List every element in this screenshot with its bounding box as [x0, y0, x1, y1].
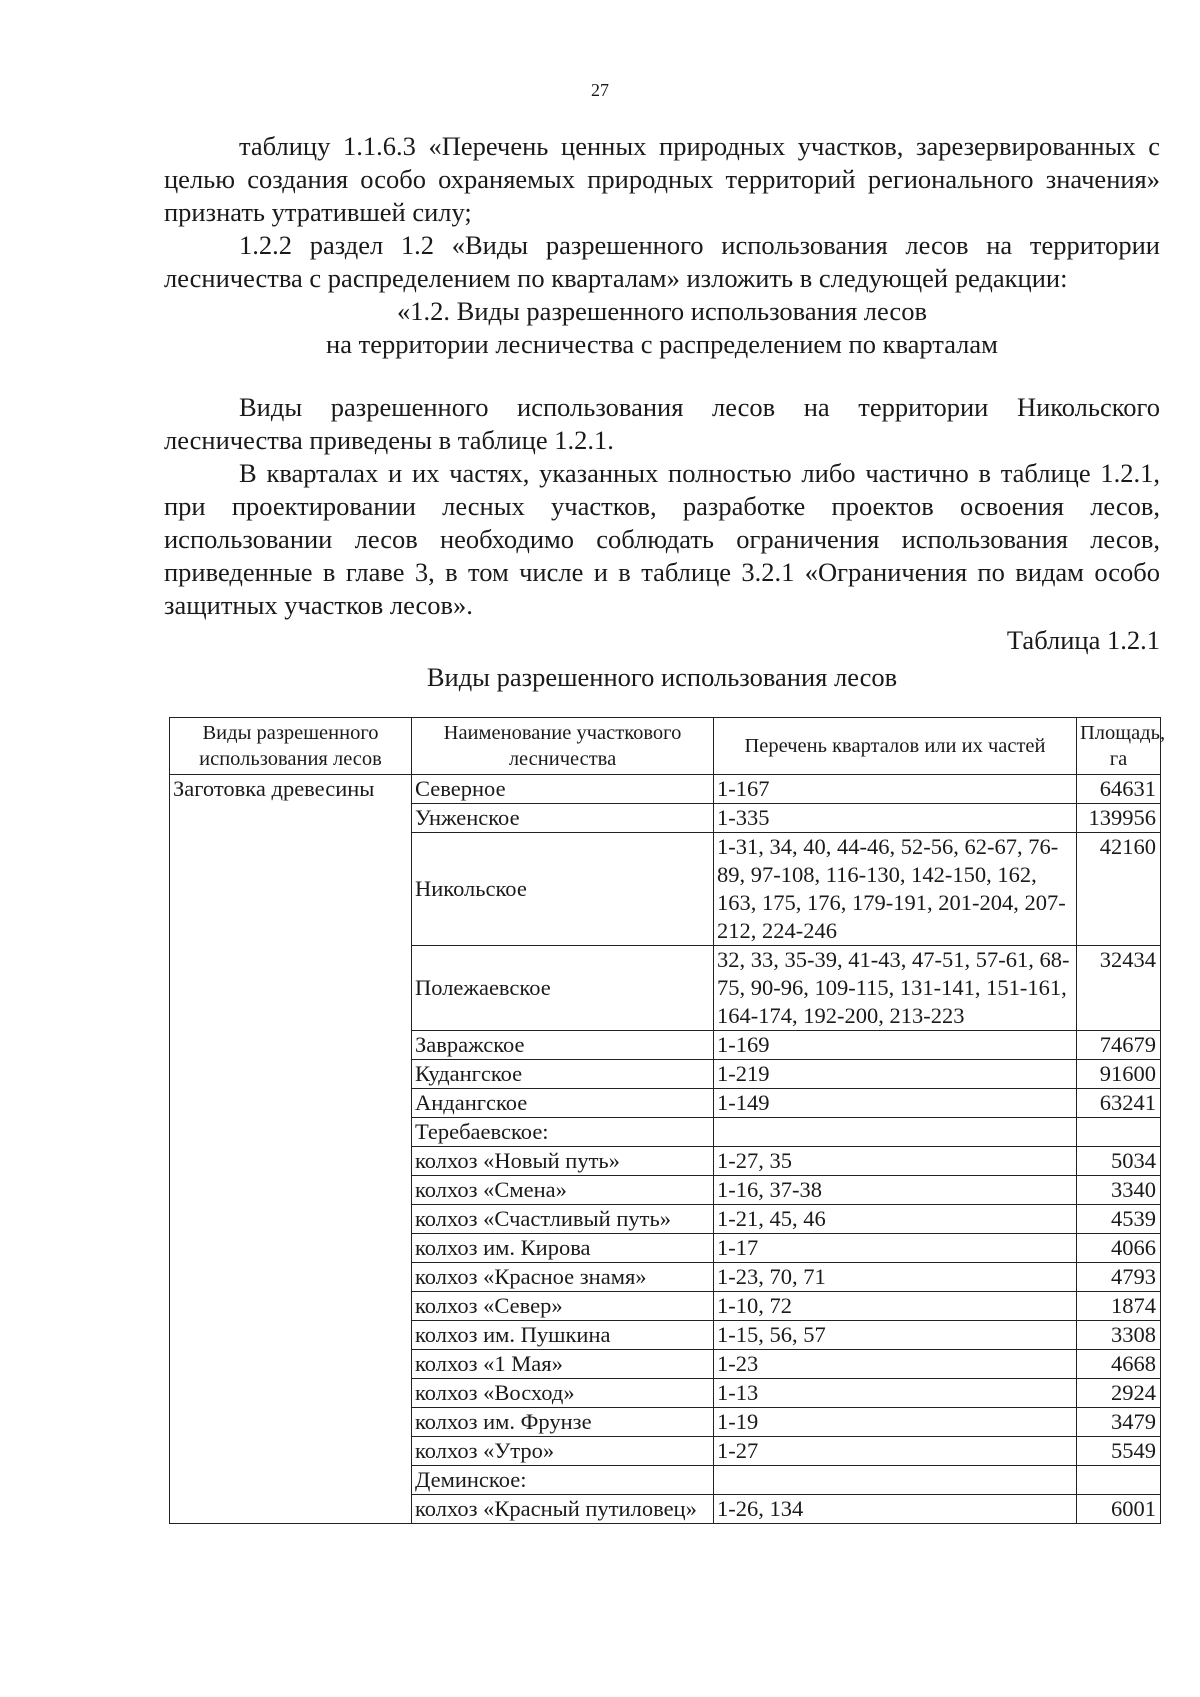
forestry-cell: колхоз «Восход» — [412, 1379, 714, 1408]
forestry-cell: Северное — [412, 775, 714, 804]
area-cell — [1077, 1466, 1161, 1495]
forestry-cell: Завражское — [412, 1031, 714, 1060]
area-cell: 5549 — [1077, 1437, 1161, 1466]
forestry-cell: колхоз «1 Мая» — [412, 1350, 714, 1379]
quarters-cell: 1-219 — [714, 1060, 1077, 1089]
area-cell: 42160 — [1077, 833, 1161, 946]
quarters-cell: 1-19 — [714, 1408, 1077, 1437]
forestry-cell: Теребаевское: — [412, 1118, 714, 1147]
header-area: Площадь, га — [1077, 718, 1161, 775]
area-cell — [1077, 1118, 1161, 1147]
area-cell: 6001 — [1077, 1495, 1161, 1524]
header-quarters: Перечень кварталов или их частей — [714, 718, 1077, 775]
forestry-cell: колхоз «Красное знамя» — [412, 1263, 714, 1292]
forestry-cell: колхоз им. Фрунзе — [412, 1408, 714, 1437]
area-cell: 3308 — [1077, 1321, 1161, 1350]
area-cell: 4793 — [1077, 1263, 1161, 1292]
section-heading-line-2: на территории лесничества с распределением по кварталам — [326, 329, 998, 359]
area-cell: 3479 — [1077, 1408, 1161, 1437]
quarters-cell: 1-23 — [714, 1350, 1077, 1379]
area-cell: 64631 — [1077, 775, 1161, 804]
forestry-cell: колхоз «Север» — [412, 1292, 714, 1321]
paragraph-2: 1.2.2 раздел 1.2 «Виды разрешенного использования лесов на территории лесничества с распределением по кварталам» изложить в следующей редакции: — [164, 230, 1160, 293]
area-cell: 5034 — [1077, 1147, 1161, 1176]
forestry-cell: колхоз «Новый путь» — [412, 1147, 714, 1176]
table-row — [170, 775, 1161, 804]
quarters-cell — [714, 1118, 1077, 1147]
forestry-cell: колхоз им. Кирова — [412, 1234, 714, 1263]
area-cell: 91600 — [1077, 1060, 1161, 1089]
forestry-cell: колхоз «Красный путиловец» — [412, 1495, 714, 1524]
quarters-cell: 1-27, 35 — [714, 1147, 1077, 1176]
quarters-cell: 1-10, 72 — [714, 1292, 1077, 1321]
forestry-cell: Деминское: — [412, 1466, 714, 1495]
area-cell: 74679 — [1077, 1031, 1161, 1060]
quarters-cell: 1-15, 56, 57 — [714, 1321, 1077, 1350]
header-use-type: Виды разрешенного использования лесов — [170, 718, 412, 775]
quarters-cell: 1-169 — [714, 1031, 1077, 1060]
body-text — [164, 130, 1160, 694]
quarters-cell: 1-335 — [714, 804, 1077, 833]
quarters-cell: 1-16, 37-38 — [714, 1176, 1077, 1205]
quarters-cell — [714, 1466, 1077, 1495]
quarters-cell: 1-17 — [714, 1234, 1077, 1263]
quarters-cell: 1-26, 134 — [714, 1495, 1077, 1524]
area-cell: 63241 — [1077, 1089, 1161, 1118]
quarters-cell: 1-23, 70, 71 — [714, 1263, 1077, 1292]
table-title: Виды разрешенного использования лесов — [426, 662, 898, 692]
section-heading-line-1: «1.2. Виды разрешенного использования лесов — [397, 296, 927, 326]
area-cell: 139956 — [1077, 804, 1161, 833]
area-cell: 2924 — [1077, 1379, 1161, 1408]
table-body — [170, 775, 1161, 1524]
header-forestry: Наименование участкового лесничества — [412, 718, 714, 775]
forest-use-table — [169, 717, 1166, 1524]
paragraph-4: В кварталах и их частях, указанных полностью либо частично в таблице 1.2.1, при проектировании лесных участков, разработке проектов освоения лесов, использовании лесов необходимо соблюдать ограничения использования лесов, приведенные в главе 3, в том числе и в таблице 3.2.1 «Ограничения по видам особо защитных участков лесов». — [164, 458, 1160, 620]
quarters-cell: 32, 33, 35-39, 41-43, 47-51, 57-61, 68-75, 90-96, 109-115, 131-141, 151-161, 164-174, 192-200, 213-223 — [714, 946, 1077, 1031]
forestry-cell: колхоз «Утро» — [412, 1437, 714, 1466]
paragraph-1: таблицу 1.1.6.3 «Перечень ценных природных участков, зарезервированных с целью создания особо охраняемых природных территорий регионального значения» признать утратившей силу; — [164, 131, 1160, 227]
area-cell: 4066 — [1077, 1234, 1161, 1263]
area-cell: 1874 — [1077, 1292, 1161, 1321]
quarters-cell: 1-167 — [714, 775, 1077, 804]
forestry-cell: колхоз им. Пушкина — [412, 1321, 714, 1350]
forestry-cell: колхоз «Счастливый путь» — [412, 1205, 714, 1234]
quarters-cell: 1-31, 34, 40, 44-46, 52-56, 62-67, 76-89, 97-108, 116-130, 142-150, 162, 163, 175, 176, 179-191, 201-204, 207-212, 224-246 — [714, 833, 1077, 946]
forestry-cell: Андангское — [412, 1089, 714, 1118]
forestry-cell: Кудангское — [412, 1060, 714, 1089]
area-cell: 4668 — [1077, 1350, 1161, 1379]
use-type-cell: Заготовка древесины — [170, 775, 412, 1524]
quarters-cell: 1-21, 45, 46 — [714, 1205, 1077, 1234]
page-number: 27 — [591, 80, 609, 100]
table-label: Таблица 1.2.1 — [1006, 625, 1160, 655]
area-cell: 4539 — [1077, 1205, 1161, 1234]
forestry-cell: Никольское — [412, 833, 714, 946]
table-header-row — [170, 718, 1161, 775]
area-cell: 3340 — [1077, 1176, 1161, 1205]
paragraph-3: Виды разрешенного использования лесов на территории Никольского лесничества приведены в таблице 1.2.1. — [164, 392, 1160, 455]
forestry-cell: Унженское — [412, 804, 714, 833]
quarters-cell: 1-13 — [714, 1379, 1077, 1408]
forestry-cell: колхоз «Смена» — [412, 1176, 714, 1205]
quarters-cell: 1-27 — [714, 1437, 1077, 1466]
quarters-cell: 1-149 — [714, 1089, 1077, 1118]
area-cell: 32434 — [1077, 946, 1161, 1031]
forestry-cell: Полежаевское — [412, 946, 714, 1031]
